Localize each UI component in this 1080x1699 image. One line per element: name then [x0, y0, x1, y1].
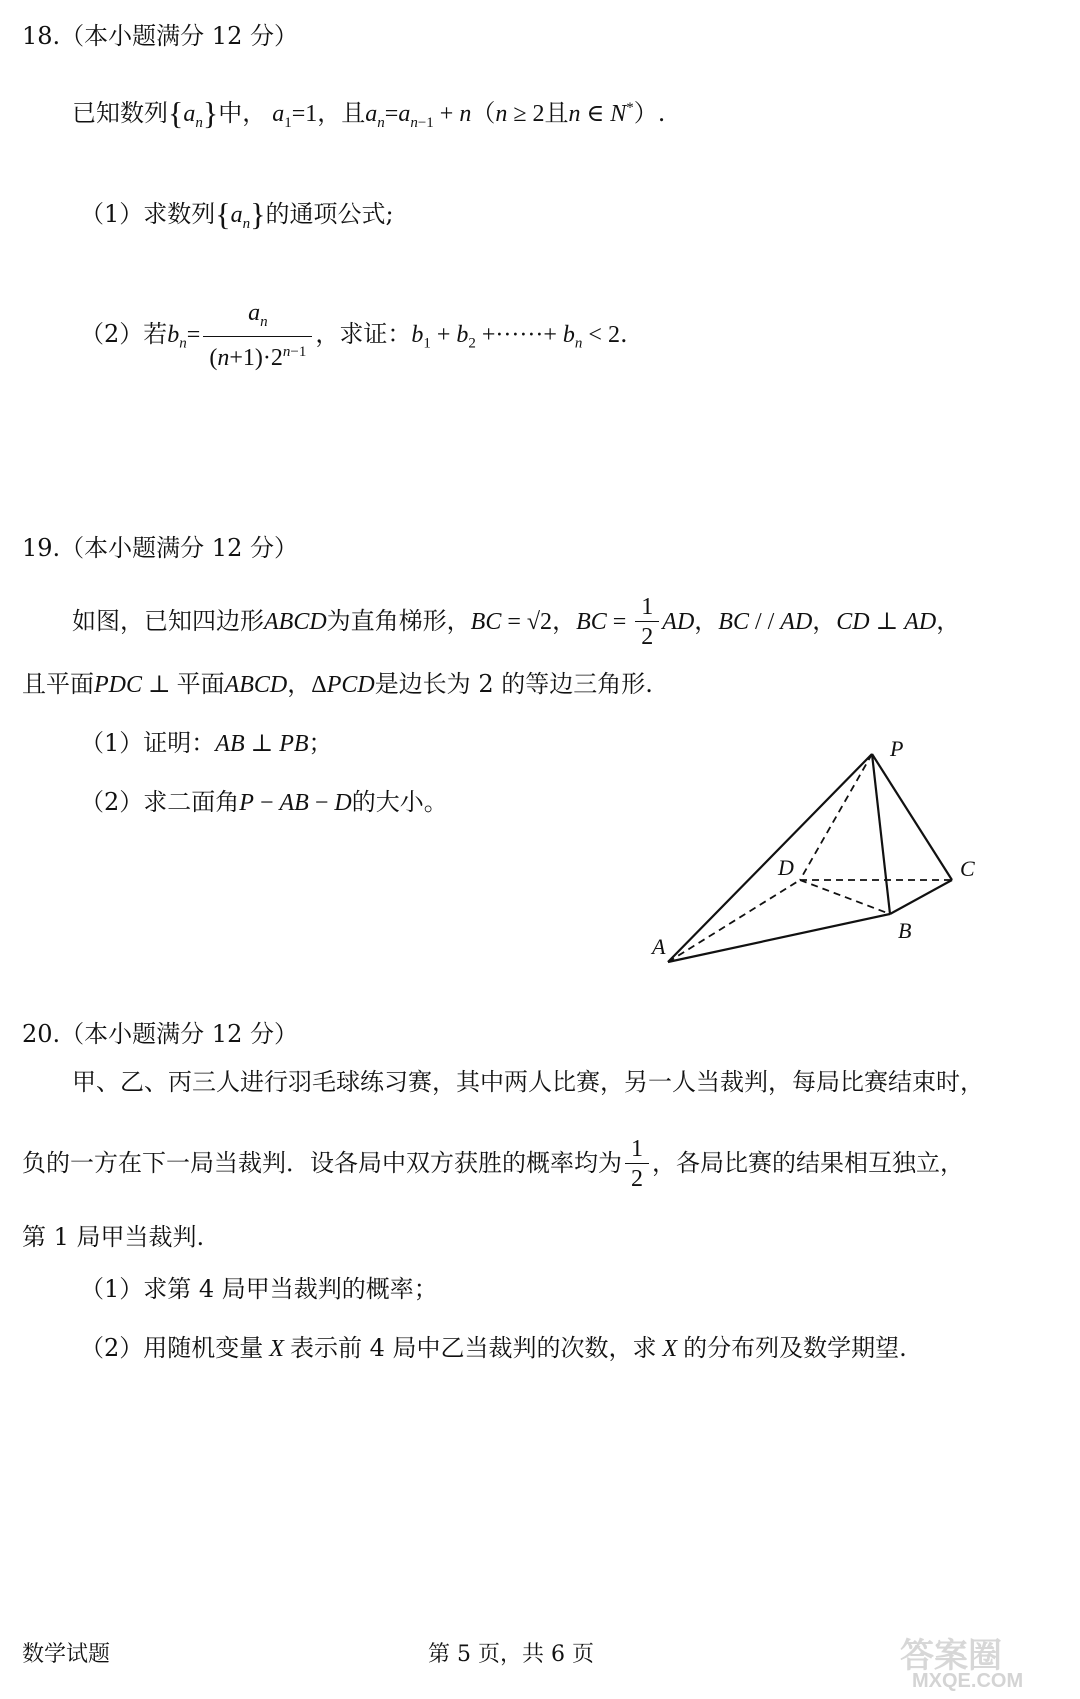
- footer-page-number: 第 5 页，共 6 页: [428, 1642, 594, 1667]
- q20-line3: 第 1 局甲当裁判.: [22, 1223, 205, 1251]
- q20-line1: 甲、乙、丙三人进行羽毛球练习赛，其中两人比赛，另一人当裁判，每局比赛结束时，: [72, 1068, 984, 1096]
- q18-part2: （2）若$b_n=$ $\frac{a_n}{(n+1)\cdot 2^{n-1}}$ ，求证：$b_1 + b_2$ +······+ $b_n < 2$.: [80, 300, 628, 371]
- footer-left: 数学试题: [22, 1642, 111, 1667]
- edge-AB: [668, 914, 890, 962]
- edge-BC: [890, 880, 952, 914]
- q20-line2: 负的一方在下一局当裁判．设各局中双方获胜的概率均为 $\frac{1}{2}$ ，各局比赛的结果相互独立，: [22, 1136, 964, 1192]
- label-A: A: [652, 934, 666, 959]
- edge-PA: [668, 754, 872, 962]
- pyramid-figure: [640, 730, 1000, 970]
- q19-line1: 如图，已知四边形ABCD为直角梯形，BC = √2，BC = $\frac{1}{2}$ AD，BC / / AD，CD ⊥ AD，: [72, 594, 961, 650]
- edge-DB: [800, 880, 890, 914]
- edge-AD: [668, 880, 800, 962]
- q20-part1: （1）求第 4 局甲当裁判的概率；: [80, 1275, 438, 1303]
- q18-part1: （1）求数列$\{a_n\}$的通项公式;: [80, 196, 394, 232]
- q19-line2: 且平面PDC ⊥ 平面ABCD，ΔPCD是边长为 2 的等边三角形.: [22, 670, 653, 698]
- q19-part1: （1）证明：AB ⊥ PB；: [80, 729, 333, 757]
- q18-stem: 已知数列$\{a_n\}$中， $a_1=1$，且$a_n=a_{n-1} + n(n \ge 2$且n ∈ N*）.: [72, 95, 666, 131]
- q18-header: 18.（本小题满分 12 分）: [22, 22, 298, 50]
- q20-part2: （2）用随机变量 X 表示前 4 局中乙当裁判的次数，求 X 的分布列及数学期望.: [80, 1334, 907, 1362]
- q19-header: 19.（本小题满分 12 分）: [22, 534, 298, 562]
- label-D: D: [778, 855, 794, 880]
- label-P: P: [890, 736, 904, 761]
- watermark-url: MXQE.COM: [912, 1670, 1024, 1692]
- label-C: C: [960, 856, 975, 881]
- q20-header: 20.（本小题满分 12 分）: [22, 1020, 298, 1048]
- label-B: B: [898, 918, 912, 943]
- watermark-logo: 答案圈: [900, 1637, 1002, 1675]
- q19-part2: （2）求二面角P − AB − D的大小。: [80, 788, 448, 816]
